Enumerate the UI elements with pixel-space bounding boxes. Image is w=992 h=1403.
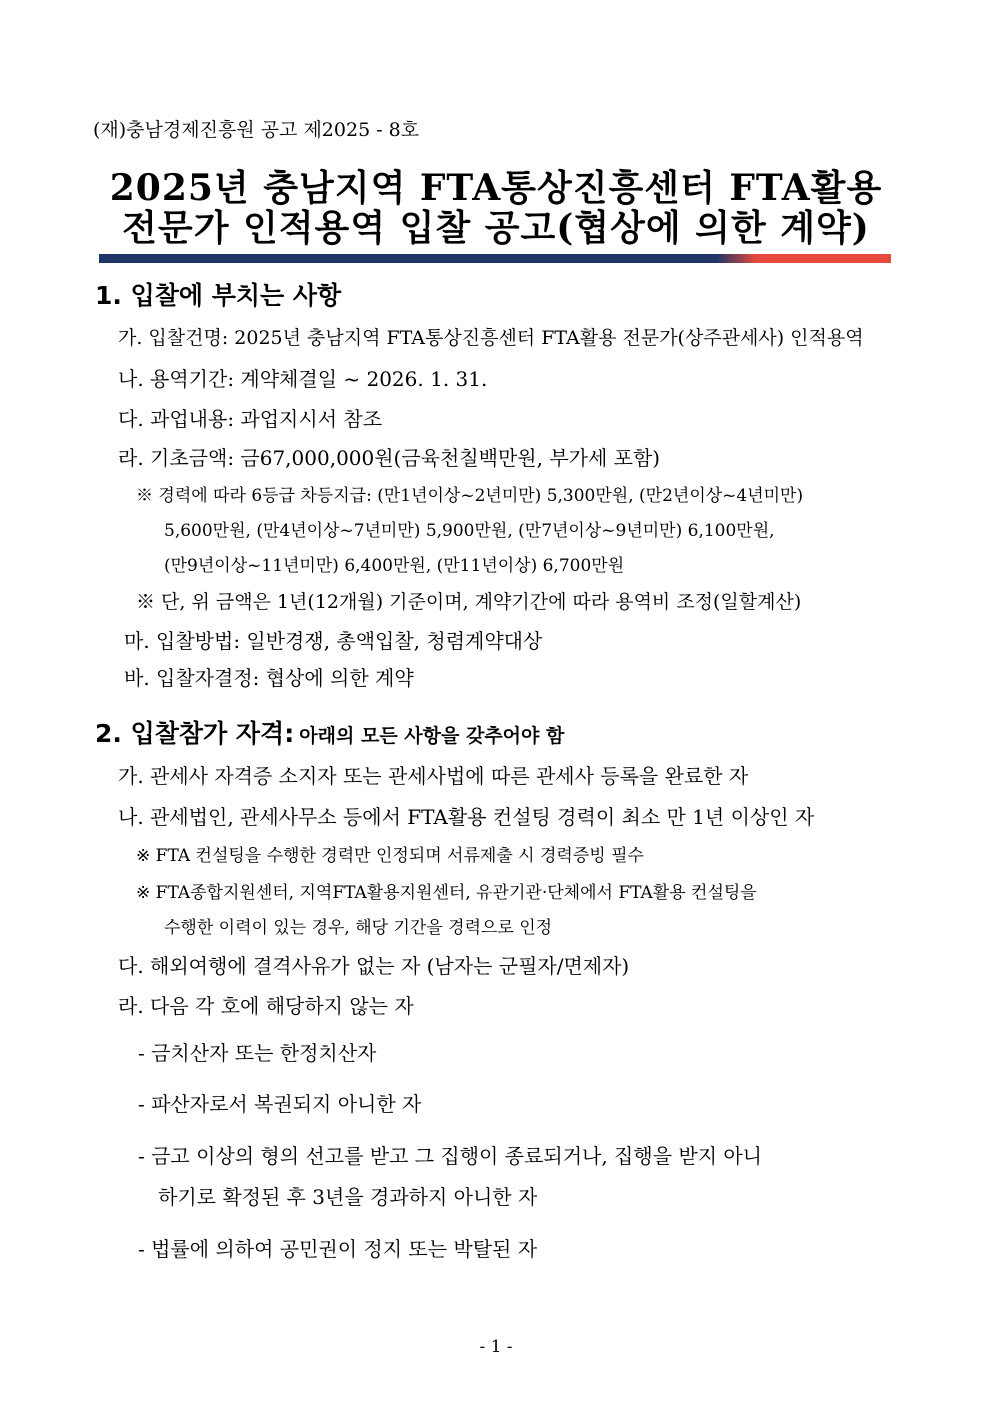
- s2-sub-item-3-line2: 하기로 확정된 후 3년을 경과하지 아니한 자: [158, 1185, 538, 1209]
- s2-item-ga: 가. 관세사 자격증 소지자 또는 관세사법에 따른 관세사 등록을 완료한 자: [118, 764, 749, 788]
- s1-note2: ※ 단, 위 금액은 1년(12개월) 기준이며, 계약기간에 따라 용역비 조정(일할계산): [136, 591, 802, 613]
- s2-sub-item-2: - 파산자로서 복권되지 아니한 자: [138, 1092, 422, 1116]
- s2-item-na: 나. 관세법인, 관세사무소 등에서 FTA활용 컨설팅 경력이 최소 만 1년 이상인 자: [118, 805, 815, 829]
- s2-item-da: 다. 해외여행에 결격사유가 없는 자 (남자는 군필자/면제자): [118, 954, 630, 978]
- s2-note1: ※ FTA 컨설팅을 수행한 경력만 인정되며 서류제출 시 경력증빙 필수: [136, 846, 644, 866]
- s2-sub-item-1: - 금치산자 또는 한정치산자: [138, 1041, 377, 1065]
- section2-heading: 2. 입찰참가 자격:: [95, 719, 295, 748]
- s2-note2-line2: 수행한 이력이 있는 경우, 해당 기간을 경력으로 인정: [164, 918, 553, 938]
- s1-item-ba: 바. 입찰자결정: 협상에 의한 계약: [124, 666, 414, 690]
- s2-sub-item-4: - 법률에 의하여 공민권이 정지 또는 박탈된 자: [138, 1237, 538, 1261]
- section1-heading: 1. 입찰에 부치는 사항: [95, 281, 342, 310]
- s2-sub-item-3-line1: - 금고 이상의 형의 선고를 받고 그 집행이 종료되거나, 집행을 받지 아니: [138, 1144, 763, 1168]
- title-underline-bar: [99, 254, 891, 263]
- s1-item-da: 다. 과업내용: 과업지시서 참조: [118, 407, 383, 431]
- notice-number: (재)충남경제진흥원 공고 제2025 - 8호: [93, 119, 420, 141]
- s1-note1-line1: ※ 경력에 따라 6등급 차등지급: (만1년이상~2년미만) 5,300만원, (만2년이상~4년미만): [136, 486, 804, 506]
- page-title-line2: 전문가 인적용역 입찰 공고(협상에 의한 계약): [122, 207, 870, 249]
- s2-note2-line1: ※ FTA종합지원센터, 지역FTA활용지원센터, 유관기관·단체에서 FTA활용 컨설팅을: [136, 883, 757, 903]
- s1-note1-line2: 5,600만원, (만4년이상~7년미만) 5,900만원, (만7년이상~9년미만) 6,100만원,: [164, 521, 775, 541]
- s1-item-ra: 라. 기초금액: 금67,000,000원(금육천칠백만원, 부가세 포함): [118, 446, 661, 470]
- s1-item-ga: 가. 입찰건명: 2025년 충남지역 FTA통상진흥센터 FTA활용 전문가(상주관세사) 인적용역: [118, 327, 864, 349]
- s2-item-ra: 라. 다음 각 호에 해당하지 않는 자: [118, 994, 414, 1018]
- section2-heading-row: [95, 714, 564, 750]
- section2-subheading: 아래의 모든 사항을 갖추어야 함: [299, 725, 565, 747]
- page-number: - 1 -: [479, 1337, 513, 1357]
- s1-item-ma: 마. 입찰방법: 일반경쟁, 총액입찰, 청렴계약대상: [124, 629, 543, 653]
- page-title-line1: 2025년 충남지역 FTA통상진흥센터 FTA활용: [109, 167, 883, 209]
- s1-note1-line3: (만9년이상~11년미만) 6,400만원, (만11년이상) 6,700만원: [164, 556, 625, 576]
- s1-item-na: 나. 용역기간: 계약체결일 ~ 2026. 1. 31.: [118, 367, 488, 391]
